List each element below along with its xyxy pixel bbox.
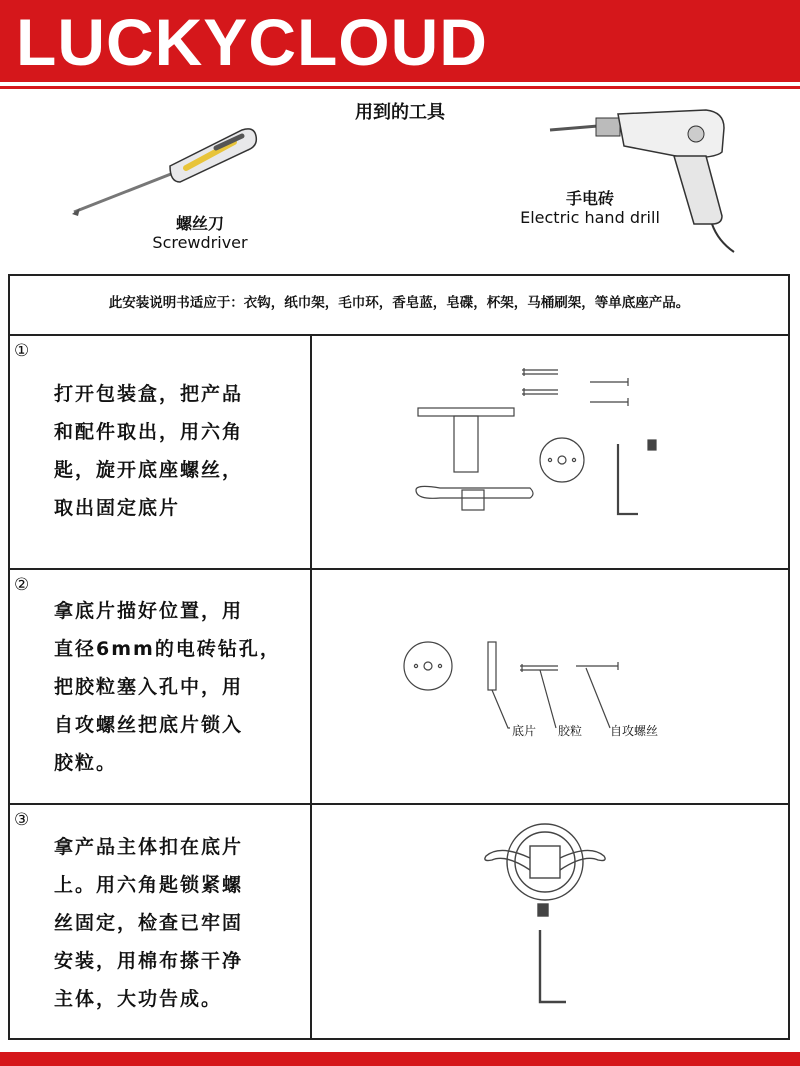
step-2-text [54,592,294,782]
drill-illustration [546,106,746,256]
screwdriver-label-en: Screwdriver [152,233,248,252]
step-1-line: 取出固定底片 [54,497,181,519]
step-2-number: ② [14,575,30,595]
brand-header [0,0,800,82]
applies-to-note: 此安装说明书适应于：衣钩，纸巾架，毛巾环，香皂蓝，皂碟，杯架，马桶刷架，等单底座产品。 [108,295,690,311]
step-3-text [54,828,294,1018]
tools-title: 用到的工具 [355,102,445,123]
table-divider [8,334,790,336]
drill-label [500,189,680,227]
step-2-line: 拿底片描好位置，用 [54,600,244,622]
table-divider [8,568,790,570]
callout-anchor: 胶粒 [558,724,583,738]
column-divider [310,334,312,1040]
step-2-line: 直径6mm的电砖钻孔， [54,638,281,660]
screwdriver-label-zh: 螺丝刀 [175,214,224,233]
step-1-line: 和配件取出，用六角 [54,421,244,443]
screwdriver-illustration [66,120,266,220]
step-3-line: 丝固定，检查已牢固 [54,912,244,934]
step-2-line: 把胶粒塞入孔中，用 [54,676,244,698]
table-divider [8,803,790,805]
step-1-text [54,375,294,527]
step-1-number: ① [14,341,30,361]
step-2-line: 胶粒。 [54,752,118,774]
step-1-illustration [410,362,660,522]
step-3-line: 安装，用棉布搽干净 [54,950,244,972]
step-2-line: 自攻螺丝把底片锁入 [54,714,244,736]
step-3-number: ③ [14,810,30,830]
header-divider [0,86,800,89]
step-3-line: 主体，大功告成。 [54,988,223,1010]
step-1-line: 打开包装盒，把产品 [54,383,244,405]
step-3-illustration [480,818,610,1010]
brand-logo: LUCKYCLOUD [16,5,488,79]
drill-label-zh: 手电砖 [565,189,614,208]
drill-label-en: Electric hand drill [520,208,660,227]
step-3-line: 上。用六角匙锁紧螺 [54,874,244,896]
footer-bar [0,1052,800,1066]
screwdriver-label [120,214,280,252]
callout-base-plate: 底片 [512,724,537,738]
callout-screw: 自攻螺丝 [610,724,659,738]
step-3-line: 拿产品主体扣在底片 [54,836,244,858]
step-1-line: 匙，旋开底座螺丝， [54,459,244,481]
